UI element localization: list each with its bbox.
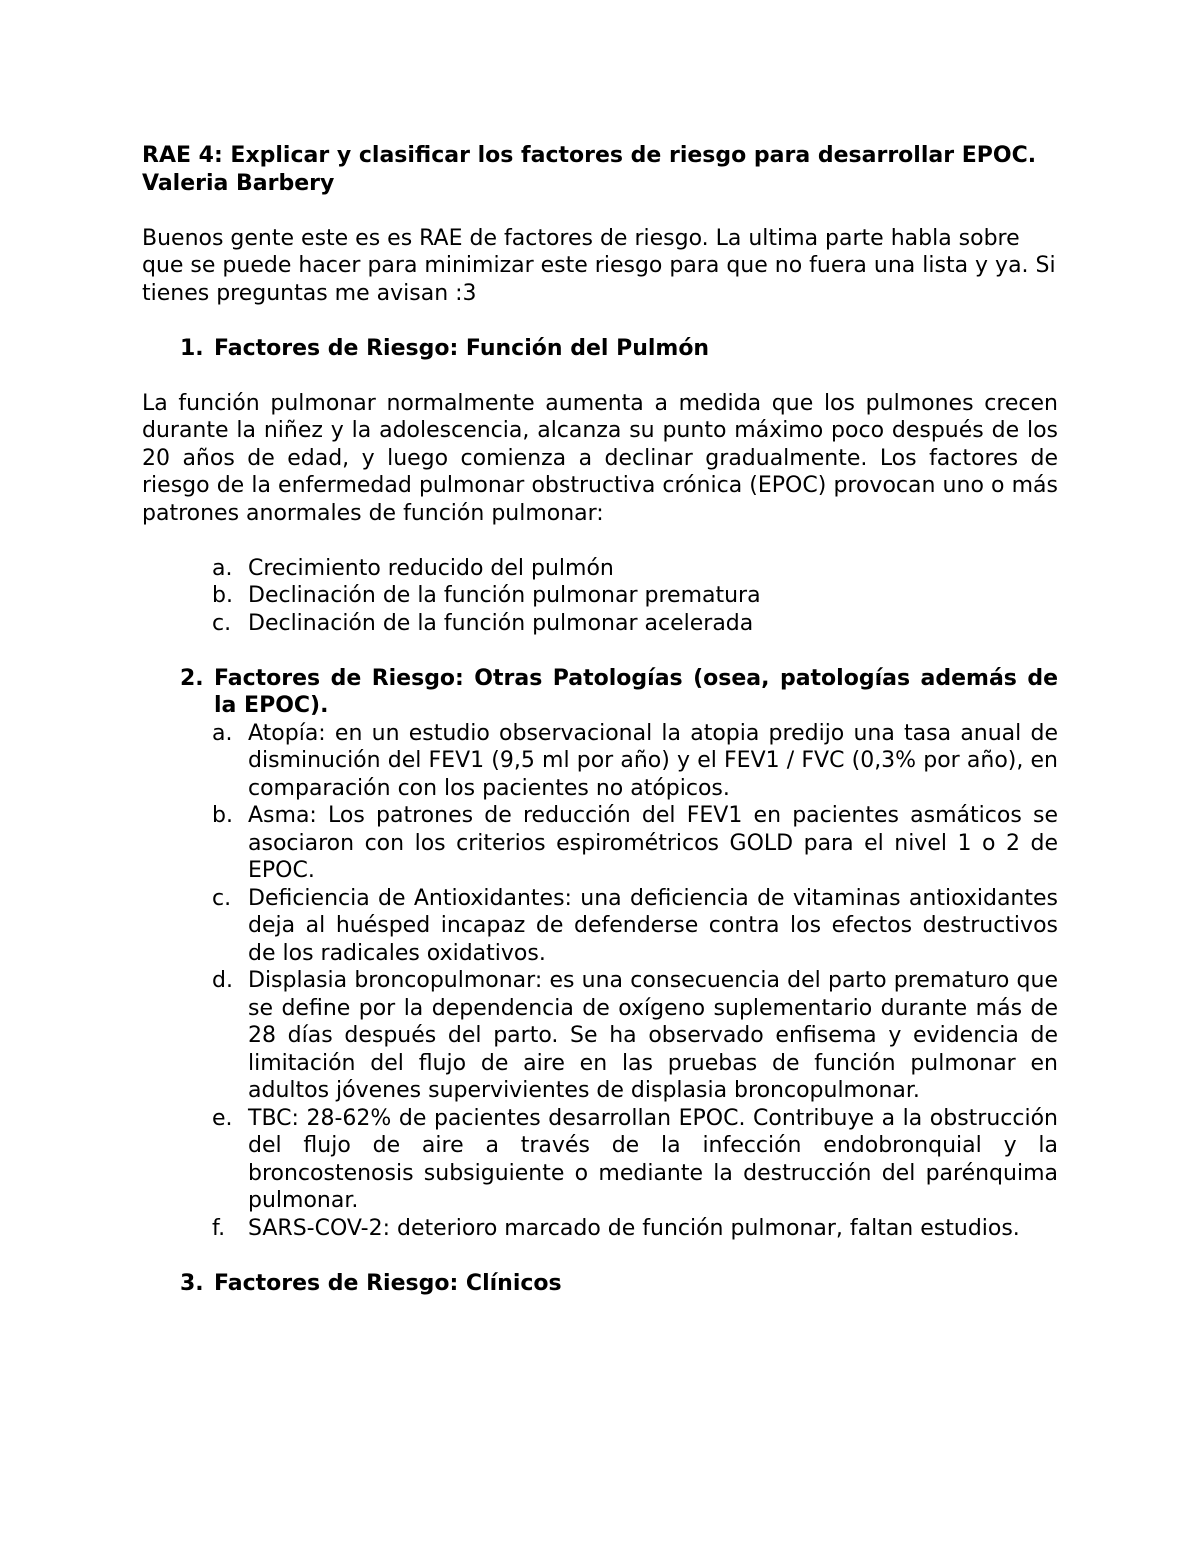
- section-heading-text: Factores de Riesgo: Clínicos: [214, 1270, 562, 1296]
- list-item: [142, 802, 1058, 885]
- section-number: 3.: [180, 1270, 204, 1296]
- spacer: [142, 362, 1058, 390]
- list-item-text: Declinación de la función pulmonar prematura: [248, 583, 761, 608]
- spacer: [142, 197, 1058, 225]
- spacer: [142, 307, 1058, 335]
- list-item: [142, 555, 1058, 583]
- list-item-text: Atopía: en un estudio observacional la atopia predijo una tasa anual de disminución del FEV1 (9,5 ml por año) y el FEV1 / FVC (0,3% por año), en comparación con los pacientes no atópicos.: [248, 720, 1058, 801]
- list-item: [142, 582, 1058, 610]
- spacer: [142, 637, 1058, 665]
- list-marker: e.: [212, 1105, 233, 1131]
- list-item: [142, 1215, 1058, 1243]
- section-number: 1.: [180, 335, 204, 361]
- section-heading-text: Factores de Riesgo: Función del Pulmón: [214, 335, 710, 361]
- spacer: [142, 527, 1058, 555]
- intro-paragraph: Buenos gente este es es RAE de factores de riesgo. La ultima parte habla sobre que se puede hacer para minimizar este riesgo para que no fuera una lista y ya. Si tienes preguntas me avisan :3: [142, 225, 1056, 306]
- list-marker: a.: [212, 555, 233, 581]
- list-marker: c.: [212, 610, 232, 636]
- section-2-list: [142, 720, 1058, 1243]
- document-title: RAE 4: Explicar y clasificar los factores de riesgo para desarrollar EPOC.: [142, 143, 1037, 168]
- list-item-text: SARS-COV-2: deterioro marcado de función pulmonar, faltan estudios.: [248, 1215, 1020, 1241]
- section-number: 2.: [180, 665, 204, 691]
- list-item-text: TBC: 28-62% de pacientes desarrollan EPOC. Contribuye a la obstrucción del flujo de aire a través de la infección endobronquial y la broncostenosis subsiguiente o mediante la destrucción del parénquima pulmonar.: [248, 1105, 1058, 1213]
- section-heading-text: Factores de Riesgo: Otras Patologías (osea, patologías además de la EPOC).: [214, 665, 1058, 718]
- list-item: [142, 967, 1058, 1105]
- list-marker: f.: [212, 1215, 226, 1241]
- list-item-text: Crecimiento reducido del pulmón: [248, 555, 614, 581]
- list-item-text: Displasia broncopulmonar: es una consecuencia del parto prematuro que se define por la dependencia de oxígeno suplementario durante más de 28 días después del parto. Se ha observado enfisema y evidencia de limitación del flujo de aire en las pruebas de función pulmonar en adultos jóvenes supervivientes de displasia broncopulmonar.: [248, 968, 1058, 1103]
- list-marker: d.: [212, 968, 233, 993]
- spacer: [142, 1242, 1058, 1270]
- section-heading-3: [142, 1270, 1058, 1298]
- list-item: [142, 885, 1058, 968]
- section-heading-2: [142, 665, 1058, 720]
- list-marker: b.: [212, 803, 233, 828]
- list-item: [142, 610, 1058, 638]
- section-1-paragraph: La función pulmonar normalmente aumenta a medida que los pulmones crecen durante la niñez y la adolescencia, alcanza su punto máximo poco después de los 20 años de edad, y luego comienza a declinar gradualmente. Los factores de riesgo de la enfermedad pulmonar obstructiva crónica (EPOC) provocan uno o más patrones anormales de función pulmonar:: [142, 390, 1058, 526]
- section-1-list: [142, 555, 1058, 638]
- section-heading-1: [142, 335, 1058, 363]
- document-author: Valeria Barbery: [142, 170, 335, 196]
- list-marker: a.: [212, 720, 233, 746]
- list-item: [142, 1105, 1058, 1215]
- list-marker: c.: [212, 885, 232, 911]
- list-marker: b.: [212, 583, 233, 608]
- document-page: [142, 142, 1058, 1297]
- list-item: [142, 720, 1058, 803]
- list-item-text: Declinación de la función pulmonar acelerada: [248, 610, 754, 636]
- list-item-text: Asma: Los patrones de reducción del FEV1 en pacientes asmáticos se asociaron con los criterios espirométricos GOLD para el nivel 1 o 2 de EPOC.: [248, 803, 1058, 883]
- list-item-text: Deficiencia de Antioxidantes: una deficiencia de vitaminas antioxidantes deja al huésped incapaz de defenderse contra los efectos destructivos de los radicales oxidativos.: [248, 885, 1058, 966]
